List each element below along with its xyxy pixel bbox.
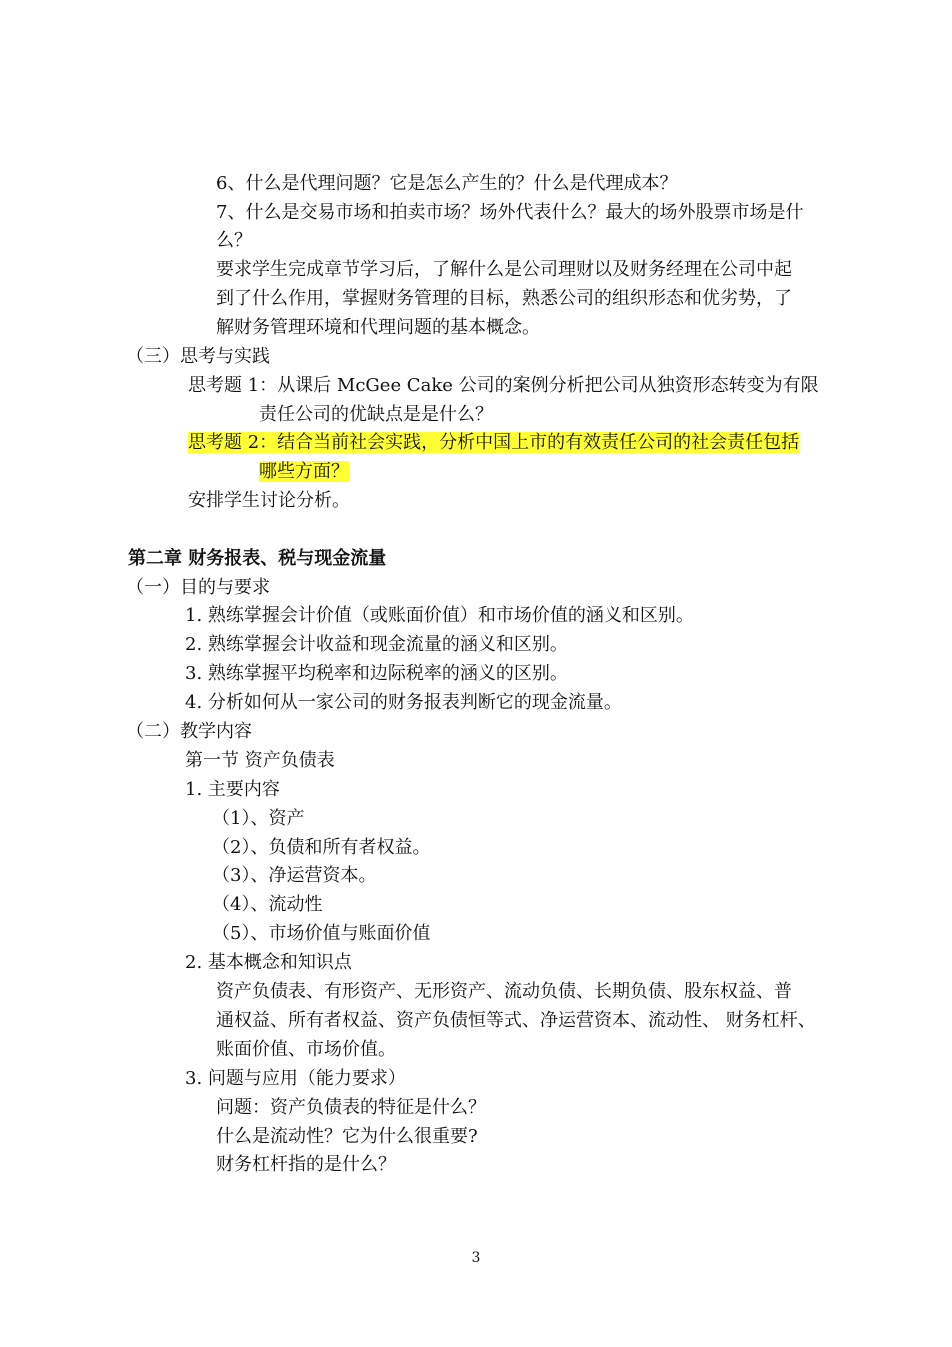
main-content-item: （5）、市场价值与账面价值 [212,923,431,944]
question-item: 财务杠杆指的是什么？ [216,1154,396,1175]
question-item: 什么是流动性？它为什么很重要? [216,1126,478,1147]
think-question-2-line2 [259,459,349,485]
goal-item: 1. 熟练掌握会计价值（或账面价值）和市场价值的涵义和区别。 [185,605,694,626]
subsection-title: 第一节 资产负债表 [185,750,335,771]
main-content-title: 1. 主要内容 [185,779,280,800]
highlight: 思考题 2：结合当前社会实践，分析中国上市的有效责任公司的社会责任包括 [188,432,800,453]
main-content-item: （1）、资产 [212,808,305,829]
question-7-line1: 7、什么是交易市场和拍卖市场？场外代表什么？最大的场外股票市场是什 [216,202,804,223]
concepts-title: 2. 基本概念和知识点 [185,952,352,973]
question-item: 问题：资产负债表的特征是什么？ [216,1097,486,1118]
discussion-note: 安排学生讨论分析。 [188,490,350,511]
section-heading-think-practice: （三）思考与实践 [126,346,270,367]
think-question-1-line2: 责任公司的优缺点是是什么？ [259,404,493,425]
question-6: 6、什么是代理问题？它是怎么产生的？什么是代理成本？ [216,173,678,194]
requirement-line3: 解财务管理环境和代理问题的基本概念。 [216,317,540,338]
think-question-1-line1: 思考题 1：从课后 McGee Cake 公司的案例分析把公司从独资形态转变为有限 [188,375,819,396]
requirement-line1: 要求学生完成章节学习后，了解什么是公司理财以及财务经理在公司中起 [216,259,792,280]
goal-item: 2. 熟练掌握会计收益和现金流量的涵义和区别。 [185,634,568,655]
concepts-line2: 通权益、所有者权益、资产负债恒等式、净运营资本、流动性、 财务杠杆、 [216,1010,816,1031]
chapter-title: 第二章 财务报表、税与现金流量 [128,548,387,569]
main-content-item: （2）、负债和所有者权益。 [212,837,431,858]
application-title: 3. 问题与应用（能力要求） [185,1068,406,1089]
section-heading-goals: （一）目的与要求 [126,577,270,598]
requirement-line2: 到了什么作用，掌握财务管理的目标，熟悉公司的组织形态和优劣势，了 [216,288,792,309]
question-7-line2: 么？ [216,230,252,251]
concepts-line3: 账面价值、市场价值。 [216,1039,396,1060]
goal-item: 3. 熟练掌握平均税率和边际税率的涵义的区别。 [185,663,568,684]
section-heading-teaching: （二）教学内容 [126,721,252,742]
highlight: 哪些方面？ [259,461,349,482]
goal-item: 4. 分析如何从一家公司的财务报表判断它的现金流量。 [185,692,622,713]
page-number: 3 [471,1250,481,1266]
think-question-2-line1 [188,430,799,456]
main-content-item: （4）、流动性 [212,894,323,915]
concepts-line1: 资产负债表、有形资产、无形资产、流动负债、长期负债、股东权益、普 [216,981,792,1002]
main-content-item: （3）、净运营资本。 [212,865,377,886]
